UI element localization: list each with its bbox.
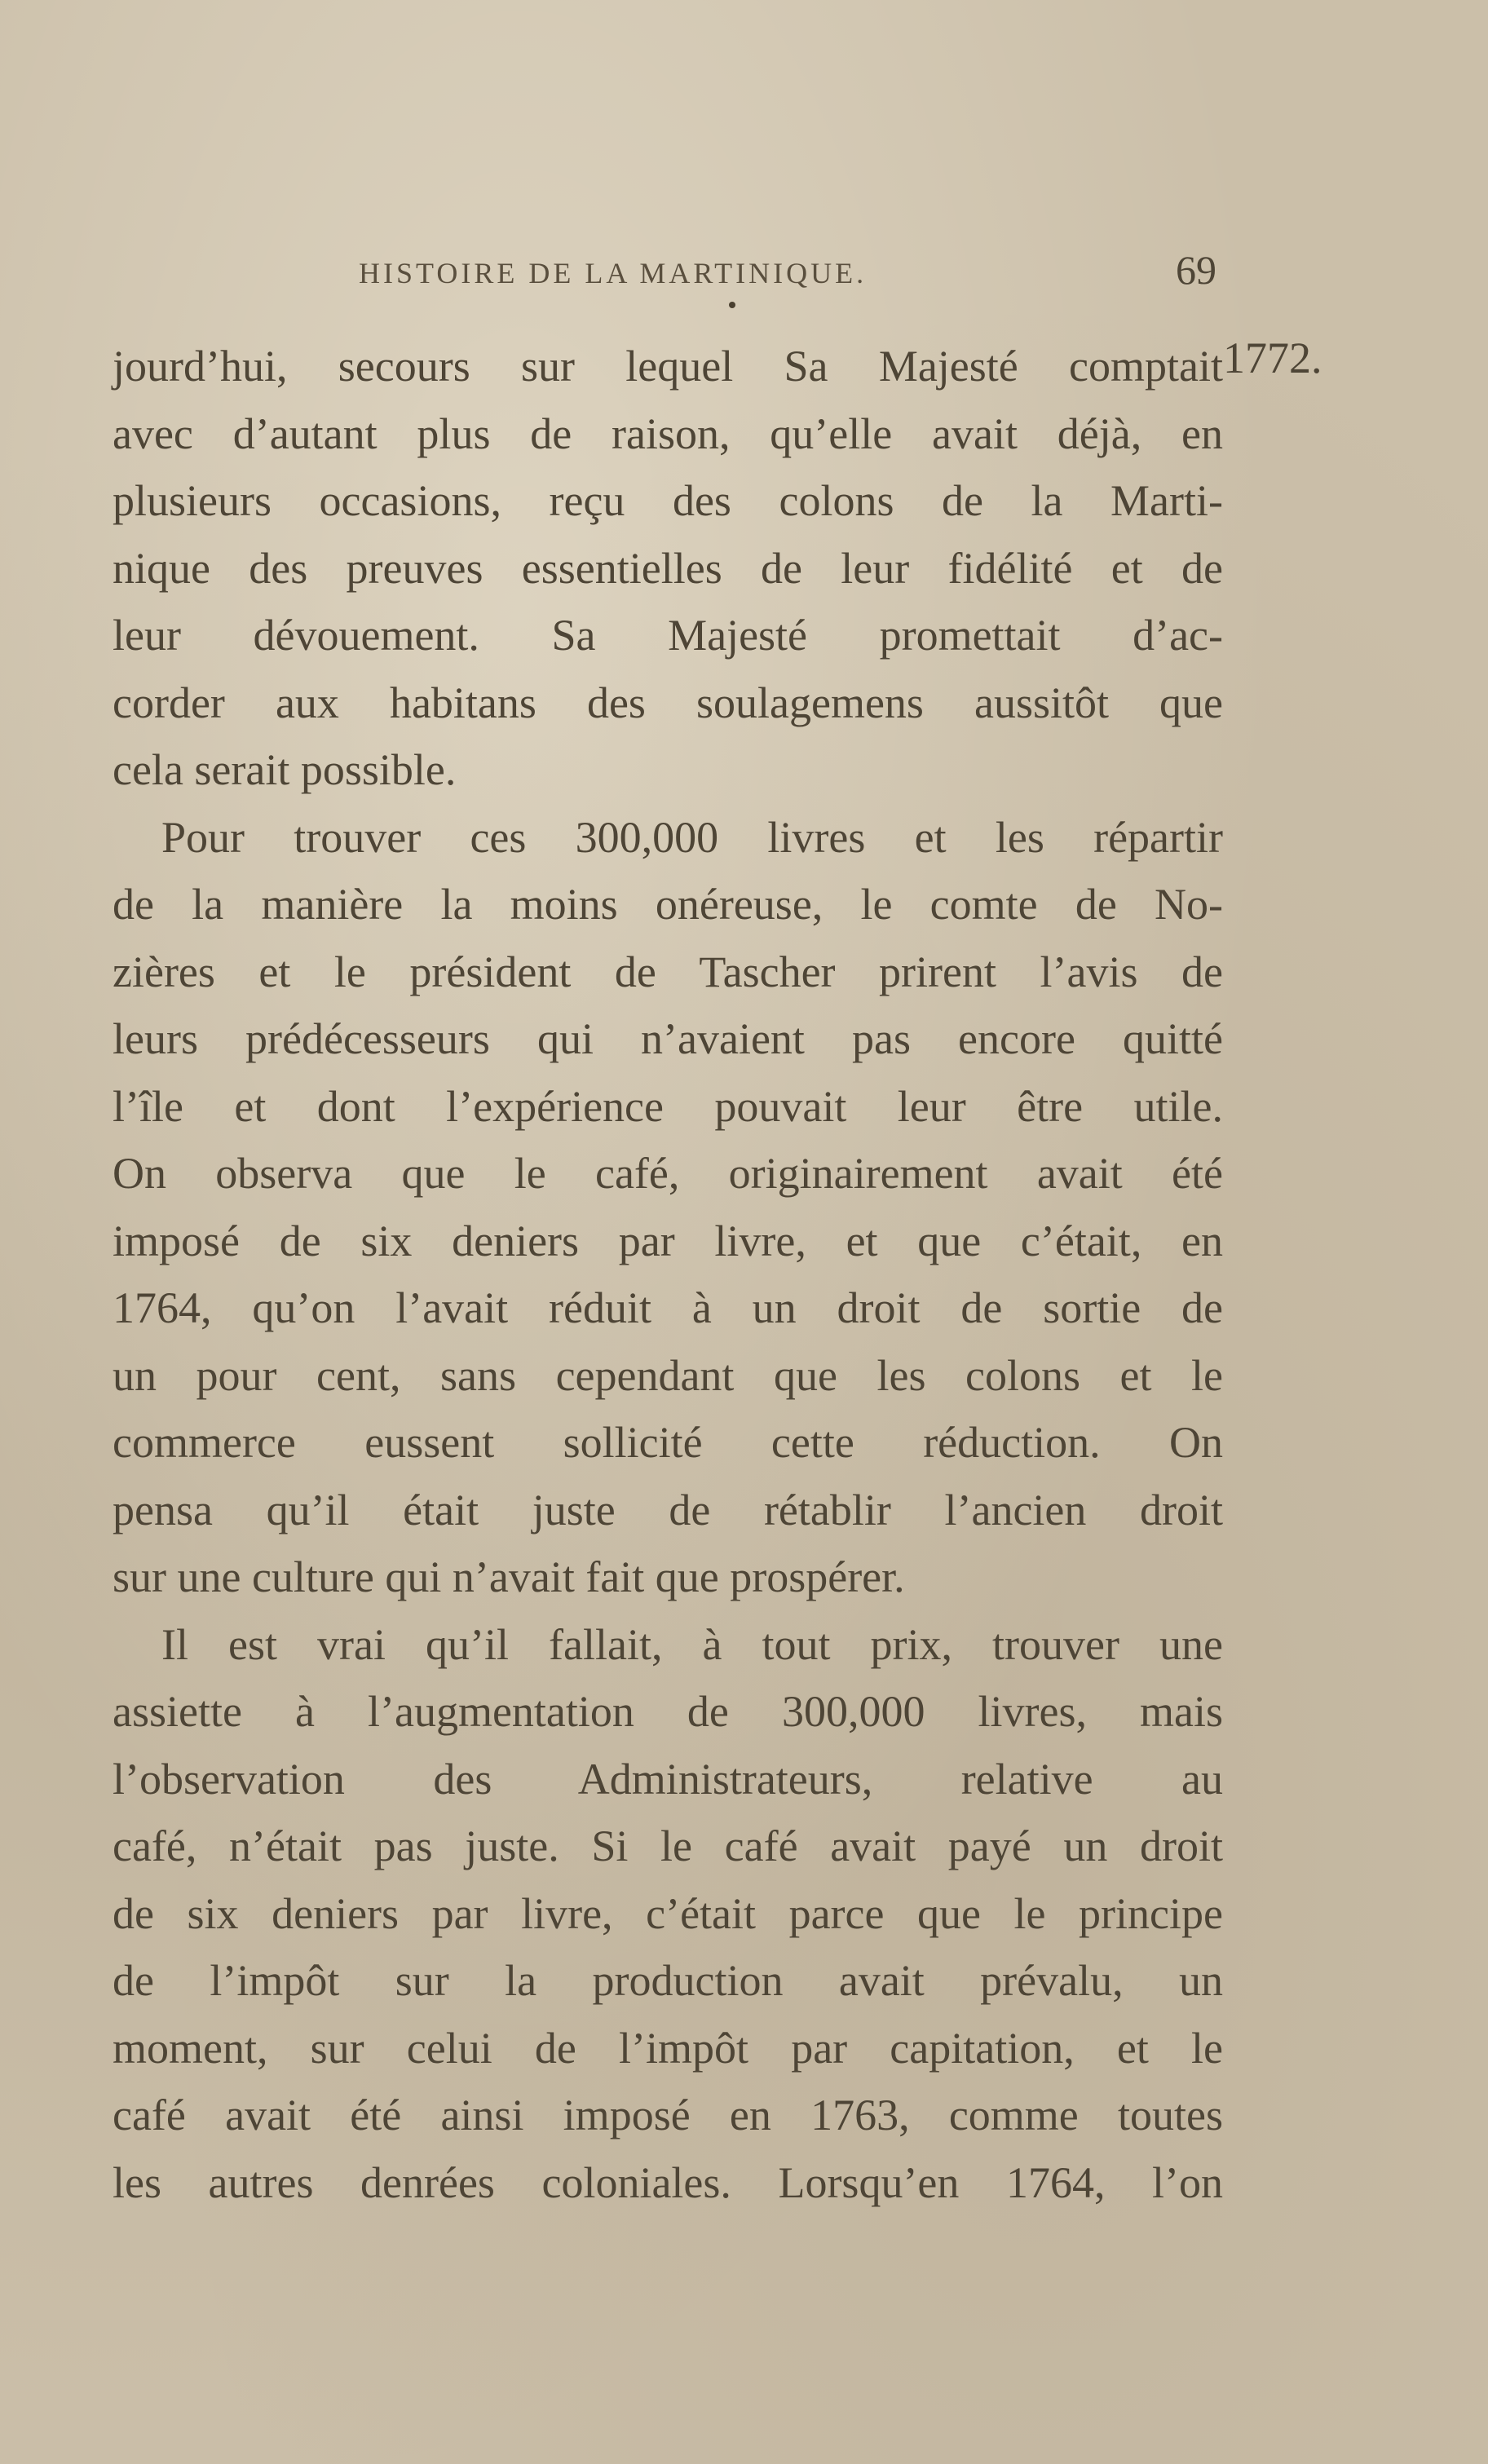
text-line: l’île et dont l’expérience pouvait leur être utile. xyxy=(113,1081,1223,1131)
text-line: les autres denrées coloniales. Lorsqu’en 1764, l’on xyxy=(113,2157,1223,2207)
text-line: l’observation des Administrateurs, relative au xyxy=(113,1754,1223,1804)
text-line: un pour cent, sans cependant que les colons et le xyxy=(113,1350,1223,1400)
text-line: pensa qu’il était juste de rétablir l’ancien droit xyxy=(113,1485,1223,1534)
text-line: Pour trouver ces 300,000 livres et les répartir xyxy=(161,812,1223,862)
text-line: nique des preuves essentielles de leur fidélité et de xyxy=(113,543,1223,593)
page-number: 69 xyxy=(1176,247,1216,293)
ornament-dot xyxy=(729,302,735,308)
text-line: sur une culture qui n’avait fait que prospérer. xyxy=(113,1552,905,1601)
text-line: 1764, qu’on l’avait réduit à un droit de sortie de xyxy=(113,1283,1223,1332)
text-line: cela serait possible. xyxy=(113,745,457,794)
text-line: On observa que le café, originairement avait été xyxy=(113,1149,1223,1198)
text-line: de la manière la moins onéreuse, le comte de No- xyxy=(113,880,1223,929)
running-title: HISTOIRE DE LA MARTINIQUE. xyxy=(359,257,868,289)
text-line: avec d’autant plus de raison, qu’elle avait déjà, en xyxy=(113,408,1223,458)
text-line: jourd’hui, secours sur lequel Sa Majesté comptait xyxy=(113,342,1223,391)
text-line: de six deniers par livre, c’était parce que le principe xyxy=(113,1888,1223,1938)
text-line: plusieurs occasions, reçu des colons de la Marti- xyxy=(113,476,1223,525)
text-line: leurs prédécesseurs qui n’avaient pas encore quitté xyxy=(113,1014,1223,1063)
text-line: café avait été ainsi imposé en 1763, comme toutes xyxy=(113,2091,1223,2139)
text-line: corder aux habitans des soulagemens aussitôt que xyxy=(113,678,1223,727)
text-line: imposé de six deniers par livre, et que c’était, en xyxy=(113,1216,1223,1265)
running-head xyxy=(359,246,1216,295)
text-line: leur dévouement. Sa Majesté promettait d’ac- xyxy=(113,611,1223,660)
text-line: de l’impôt sur la production avait prévalu, un xyxy=(113,1956,1223,2005)
text-line: zières et le président de Tascher prirent l’avis de xyxy=(113,947,1223,996)
text-line: commerce eussent sollicité cette réduction. On xyxy=(113,1418,1223,1467)
text-line: moment, sur celui de l’impôt par capitation, et le xyxy=(113,2023,1223,2073)
text-line: assiette à l’augmentation de 300,000 livres, mais xyxy=(113,1687,1223,1736)
text-line: Il est vrai qu’il fallait, à tout prix, trouver une xyxy=(161,1619,1223,1669)
text-line: café, n’était pas juste. Si le café avait payé un droit xyxy=(113,1822,1223,1870)
margin-year-note: 1772. xyxy=(1223,333,1322,382)
body-text xyxy=(113,333,1223,2216)
